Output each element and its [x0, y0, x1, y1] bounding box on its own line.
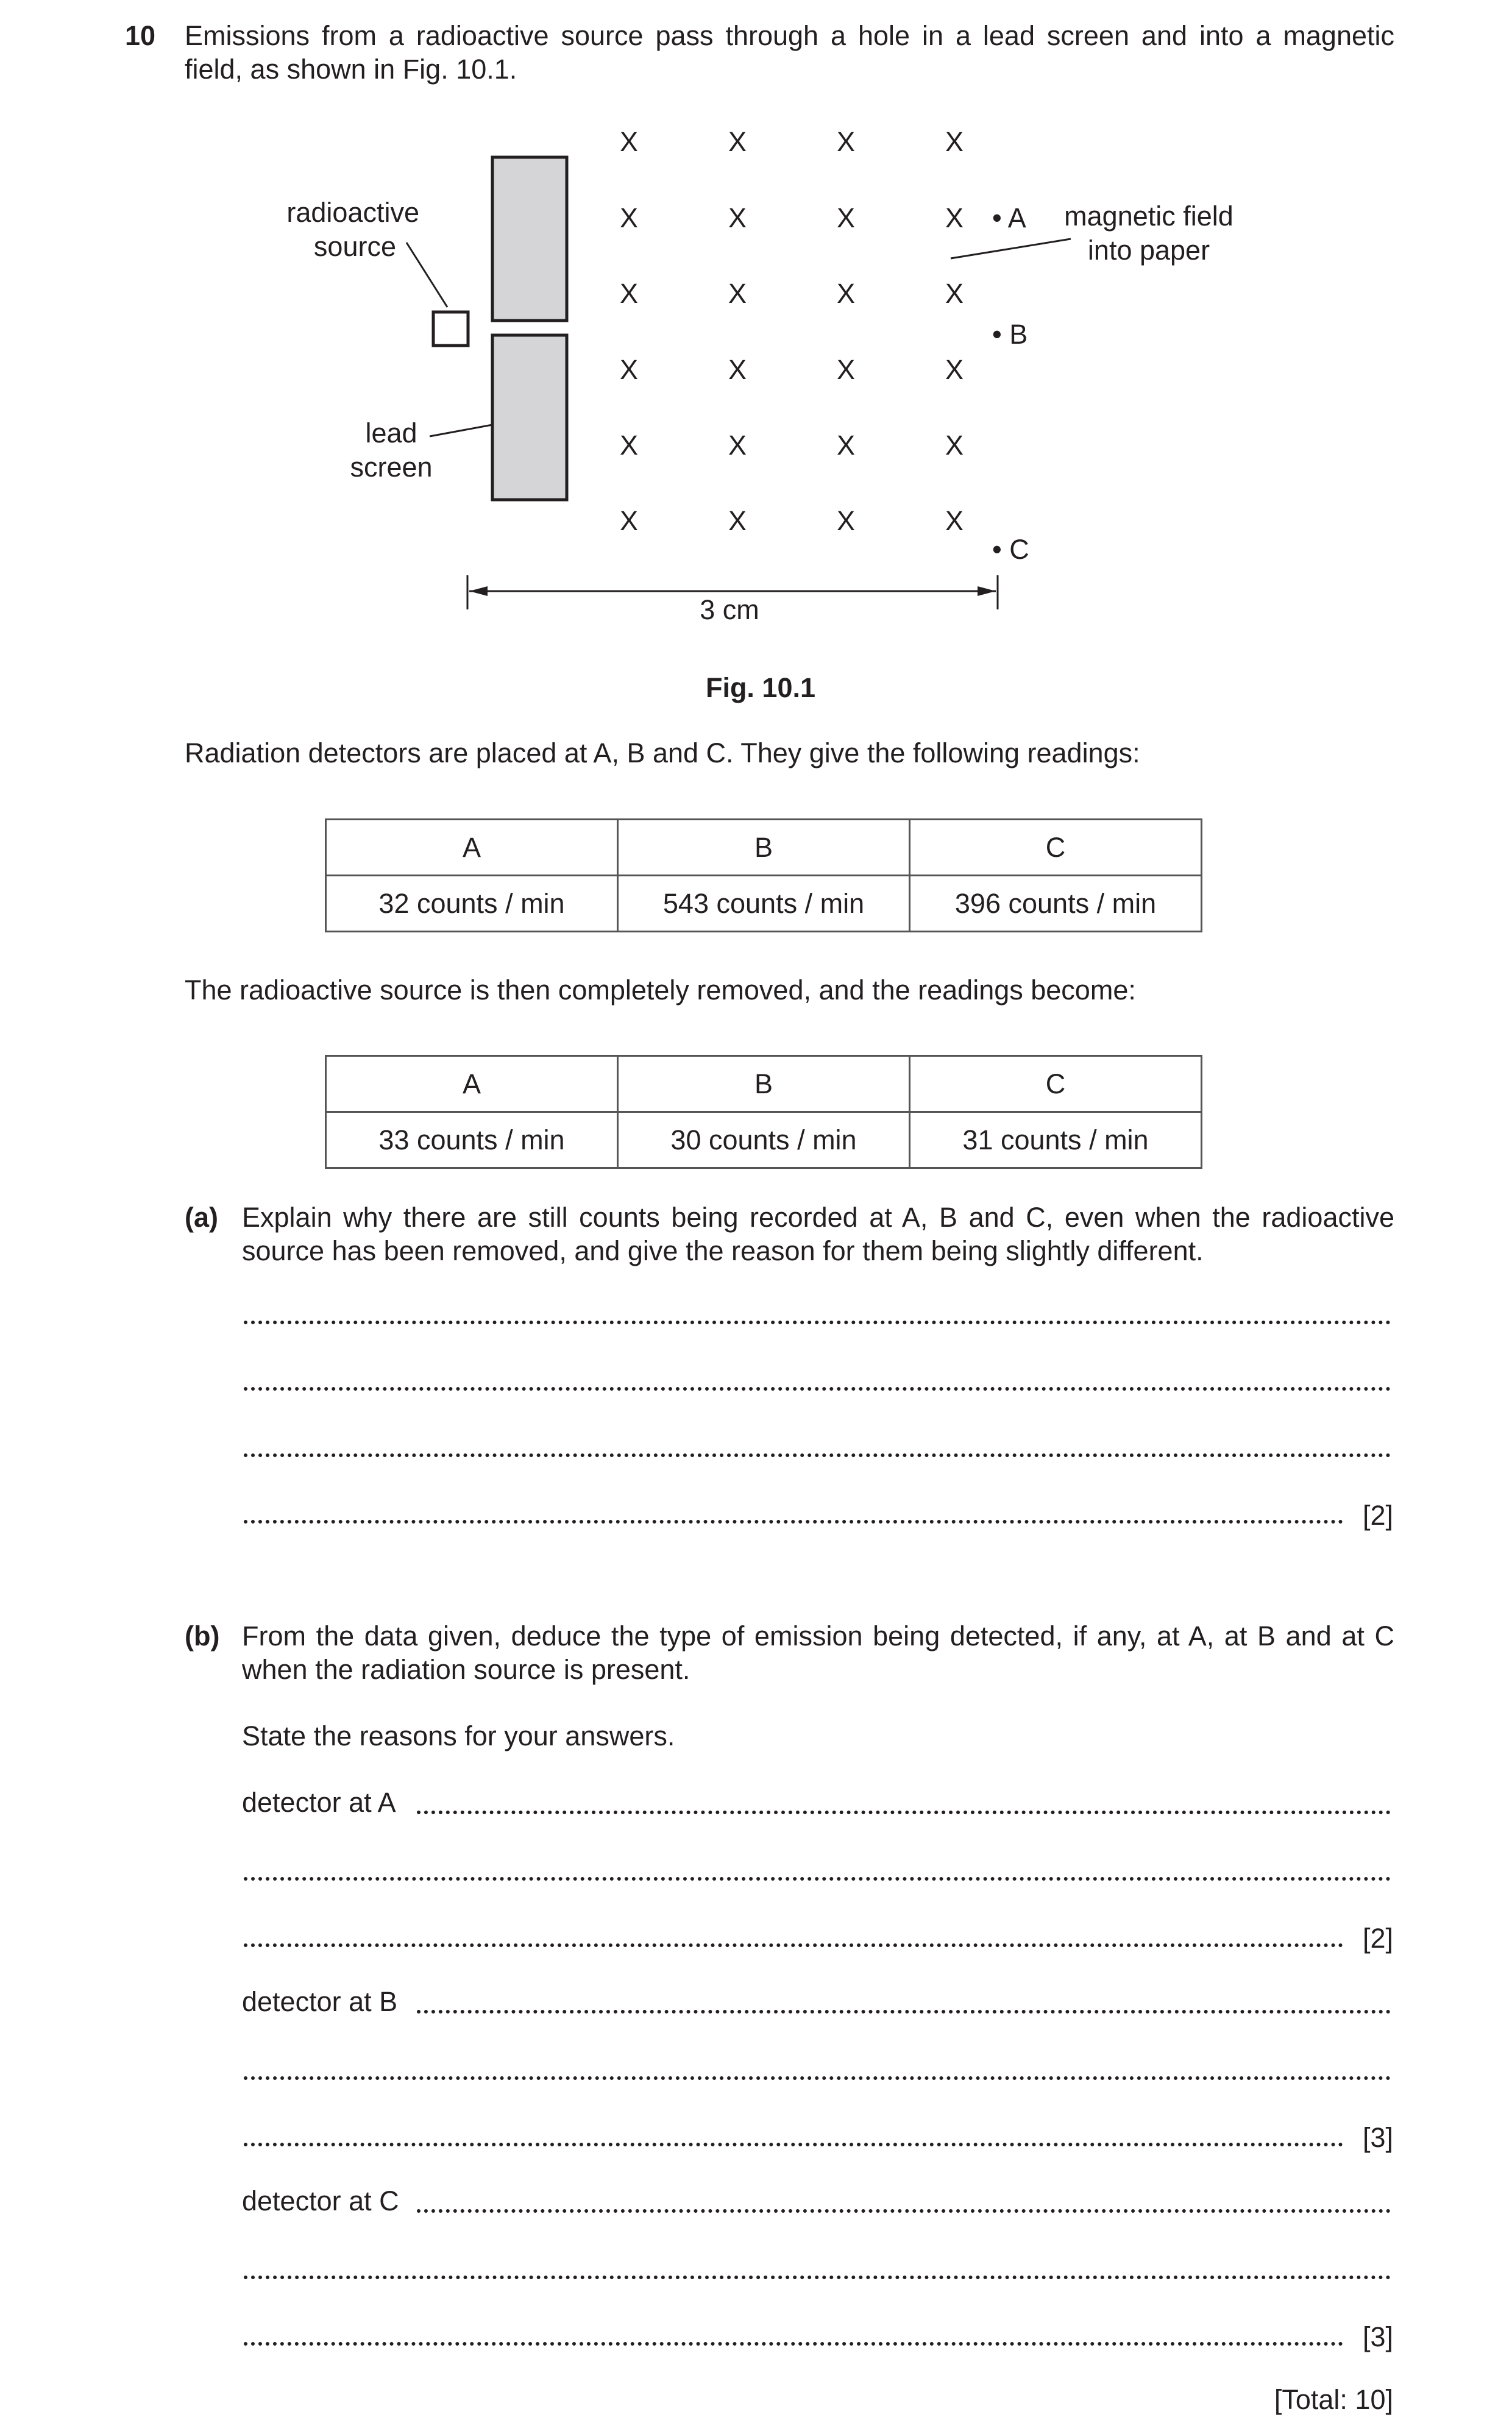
intro-line-1: Emissions from a radioactive source pass through a hole in a lead screen and into a magnetic	[185, 20, 1394, 51]
answer-line[interactable]	[417, 2010, 1391, 2014]
part-a-marks: [2]	[1362, 1500, 1393, 1531]
field-cross: X	[836, 126, 856, 157]
field-cross: X	[619, 126, 639, 157]
detector-point-b: • B	[992, 319, 1028, 350]
field-cross: X	[619, 430, 639, 461]
answer-line[interactable]	[244, 1520, 1343, 1524]
question-number: 10	[125, 20, 156, 51]
field-cross: X	[945, 202, 964, 233]
detector-b-label: detector at B	[242, 1986, 398, 2017]
answer-line[interactable]	[417, 1811, 1391, 1814]
detectors-text: Radiation detectors are placed at A, B and C. They give the following readings:	[185, 737, 1140, 768]
part-a-line-1: Explain why there are still counts being recorded at A, B and C, even when the radioactive	[242, 1202, 1394, 1233]
label-field-1: magnetic field	[1064, 200, 1233, 232]
part-b-instruction: State the reasons for your answers.	[242, 1720, 675, 1751]
table-row	[326, 1112, 1202, 1168]
table-row	[326, 876, 1202, 932]
field-cross: X	[728, 430, 747, 461]
field-cross: X	[945, 278, 964, 309]
total-marks: [Total: 10]	[1274, 2384, 1393, 2415]
part-b-line-2: when the radiation source is present.	[242, 1654, 690, 1685]
removed-text: The radioactive source is then completely removed, and the readings become:	[185, 974, 1136, 1006]
label-field-2: into paper	[1087, 235, 1210, 266]
answer-line[interactable]	[244, 1877, 1391, 1881]
field-cross: X	[728, 505, 747, 536]
table-cell: 32 counts / min	[326, 876, 618, 932]
field-cross: X	[945, 505, 964, 536]
readings-table-source-present	[325, 818, 1202, 932]
answer-line[interactable]	[244, 2276, 1391, 2279]
detector-c-marks: [3]	[1362, 2321, 1393, 2352]
answer-line[interactable]	[244, 1387, 1391, 1391]
field-cross: X	[945, 430, 964, 461]
detector-c-label: detector at C	[242, 2185, 399, 2216]
field-cross: X	[619, 354, 639, 385]
label-source-2: source	[313, 231, 396, 262]
table-header-cell: B	[618, 1056, 910, 1112]
readings-table-source-removed	[325, 1055, 1202, 1169]
answer-line[interactable]	[417, 2209, 1391, 2213]
answer-line[interactable]	[244, 1453, 1391, 1457]
intro-line-2: field, as shown in Fig. 10.1.	[185, 54, 517, 85]
source-leader-line	[406, 243, 447, 307]
screen-leader-line	[430, 425, 492, 436]
detector-a-label: detector at A	[242, 1787, 396, 1818]
table-header-row	[326, 820, 1202, 876]
field-cross: X	[728, 126, 747, 157]
part-b-label: (b)	[185, 1620, 220, 1652]
dimension-arrow-right	[978, 586, 996, 596]
field-cross: X	[836, 354, 856, 385]
dimension-arrow-left	[469, 586, 488, 596]
part-b-line-1: From the data given, deduce the type of emission being detected, if any, at A, at B and at C	[242, 1620, 1394, 1652]
field-cross: X	[619, 505, 639, 536]
field-cross: X	[836, 430, 856, 461]
figure-10-1	[0, 0, 1512, 719]
label-source-1: radioactive	[286, 197, 419, 228]
dimension-label: 3 cm	[700, 594, 759, 625]
table-cell: 396 counts / min	[910, 876, 1202, 932]
field-cross: X	[836, 278, 856, 309]
table-header-cell: A	[326, 1056, 618, 1112]
magnetic-field-crosses	[620, 126, 964, 536]
lead-screen-upper	[492, 157, 567, 321]
table-header-cell: A	[326, 820, 618, 876]
table-header-row	[326, 1056, 1202, 1112]
table-header-cell: B	[618, 820, 910, 876]
label-screen-2: screen	[350, 452, 433, 483]
field-cross: X	[836, 202, 856, 233]
field-cross: X	[945, 354, 964, 385]
detector-a-marks: [2]	[1362, 1923, 1393, 1954]
answer-line[interactable]	[244, 2143, 1343, 2146]
field-cross: X	[728, 202, 747, 233]
field-cross: X	[728, 278, 747, 309]
table-header-cell: C	[910, 820, 1202, 876]
table-cell: 30 counts / min	[618, 1112, 910, 1168]
field-cross: X	[619, 278, 639, 309]
detector-point-c: • C	[992, 534, 1029, 565]
field-cross: X	[728, 354, 747, 385]
answer-line[interactable]	[244, 2342, 1343, 2346]
part-a-line-2: source has been removed, and give the reason for them being slightly different.	[242, 1235, 1204, 1266]
answer-line[interactable]	[244, 1943, 1343, 1947]
detector-point-a: • A	[992, 202, 1026, 233]
field-leader-line	[951, 239, 1071, 258]
detector-b-marks: [3]	[1362, 2122, 1393, 2153]
field-cross: X	[619, 202, 639, 233]
table-cell: 543 counts / min	[618, 876, 910, 932]
radioactive-source-box	[433, 312, 468, 346]
table-cell: 33 counts / min	[326, 1112, 618, 1168]
answer-line[interactable]	[244, 2076, 1391, 2080]
label-screen-1: lead	[365, 417, 417, 449]
table-header-cell: C	[910, 1056, 1202, 1112]
answer-line[interactable]	[244, 1321, 1391, 1324]
field-cross: X	[945, 126, 964, 157]
lead-screen-lower	[492, 335, 567, 500]
part-a-label: (a)	[185, 1202, 218, 1233]
field-cross: X	[836, 505, 856, 536]
figure-caption: Fig. 10.1	[705, 672, 816, 703]
table-cell: 31 counts / min	[910, 1112, 1202, 1168]
